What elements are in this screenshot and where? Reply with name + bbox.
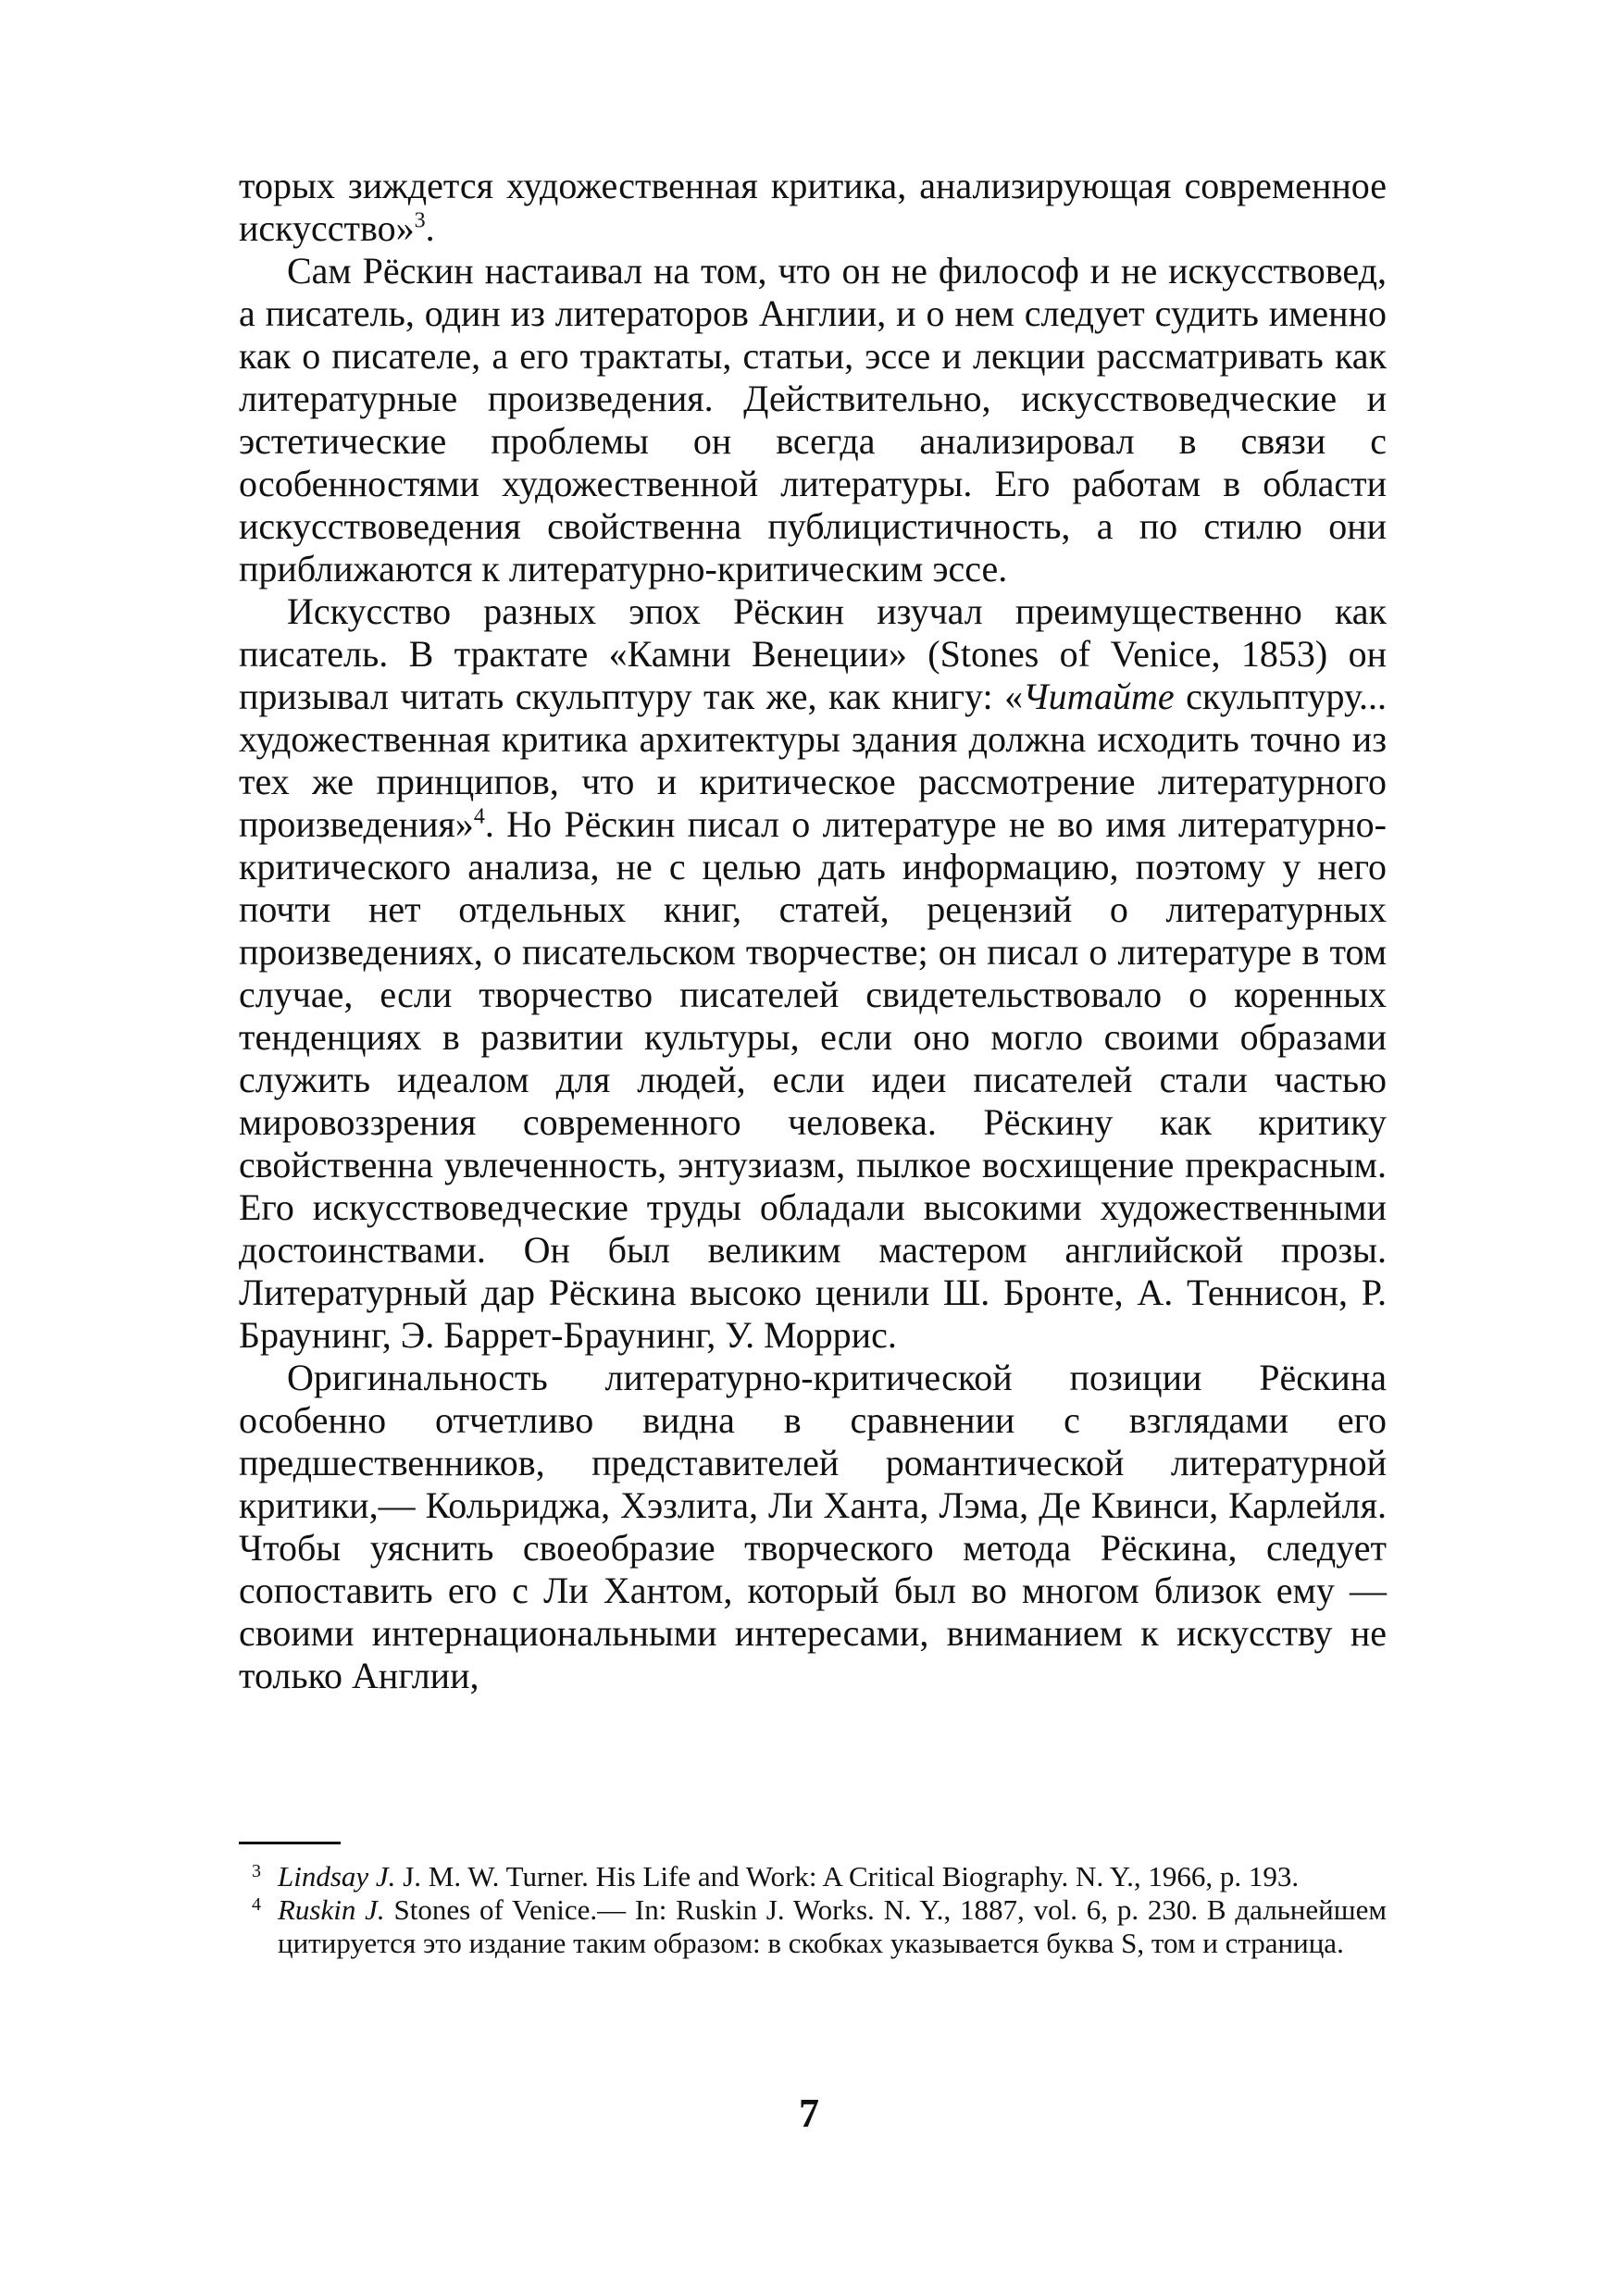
- footnote-3: [239, 1860, 1387, 1893]
- footnote-text: J. M. W. Turner. His Life and Work: A Critical Biography. N. Y., 1966, p. 193.: [395, 1860, 1300, 1893]
- italic-word: Читайте: [1023, 676, 1175, 717]
- paragraph-2: Сам Рёскин настаивал на том, что он не философ и не искусствовед, а писатель, один из литераторов Англии, и о нем следует судить именно как о писателе, а его трактаты, статьи, эссе и лекции рассматривать как литературные произведения. Действительно, искусствоведческие и эстетические проблемы он всегда анализировал в связи с особенностями художественной литературы. Его работам в области искусствоведения свойственна публицистичность, а по стилю они приближаются к литературно-критическим эссе.: [239, 250, 1387, 590]
- paragraph-tail: .: [425, 207, 435, 249]
- paragraph-4: Оригинальность литературно-критической позиции Рёскина особенно отчетливо видна в сравнении с взглядами его предшественников, представителей романтической литературной критики,— Кольриджа, Хэзлита, Ли Ханта, Лэма, Де Квинси, Карлейля. Чтобы уяснить своеобразие творческого метода Рёскина, следует сопоставить его с Ли Хантом, который был во многом близок ему — своими интернациональными интересами, вниманием к искусству не только Англии,: [239, 1357, 1387, 1696]
- footnote-divider: [239, 1842, 341, 1844]
- footnote-ref: 4: [473, 804, 485, 829]
- footnote-4: [239, 1893, 1387, 1960]
- paragraph-text: Искусство разных эпох Рёскин изучал преимущественно как писатель. В трактате «Камни Венеции» (Stones of Venice, 1853) он призывал читать скульптуру так же, как книгу: «: [239, 590, 1387, 717]
- paragraph-text: скульптуру... художественная критика архитектуры здания должна исходить точно из тех же принципов, что и критическое рассмотрение литературного произведения»: [239, 676, 1387, 845]
- main-text: [239, 165, 1387, 1697]
- footnote-text: Stones of Venice.— In: Ruskin J. Works. N. Y., 1887, vol. 6, p. 230. В дальнейшем цитируется это издание таким образом: в скобках указывается буква S, том и страница.: [278, 1893, 1387, 1959]
- footnotes: [239, 1860, 1387, 1960]
- paragraph-3: [239, 590, 1387, 1357]
- paragraph-text: торых зиждется художественная критика, анализирующая современное искусство»: [239, 165, 1387, 249]
- footnote-mark: 4: [252, 1894, 261, 1915]
- footnote-author: Lindsay J.: [278, 1860, 396, 1893]
- page-number: 7: [799, 2091, 819, 2136]
- footnote-mark: 3: [252, 1861, 261, 1881]
- footnote-ref: 3: [414, 208, 426, 233]
- paragraph-1: [239, 165, 1387, 250]
- footnote-author: Ruskin J.: [278, 1893, 385, 1926]
- paragraph-tail: . Но Рёскин писал о литературе не во имя литературно-критического анализа, не с целью дать информацию, поэтому у него почти нет отдельных книг, статей, рецензий о литературных произведениях, о писательском творчестве; он писал о литературе в том случае, если творчество писателей свидетельствовало о коренных тенденциях в развитии культуры, если оно могло своими образами служить идеалом для людей, если идеи писателей стали частью мировоззрения современного человека. Рёскину как критику свойственна увлеченность, энтузиазм, пылкое восхищение прекрасным. Его искусствоведческие труды обладали высокими художественными достоинствами. Он был великим мастером английской прозы. Литературный дар Рёскина высоко ценили Ш. Бронте, А. Теннисон, Р. Браунинг, Э. Баррет-Браунинг, У. Моррис.: [239, 803, 1387, 1356]
